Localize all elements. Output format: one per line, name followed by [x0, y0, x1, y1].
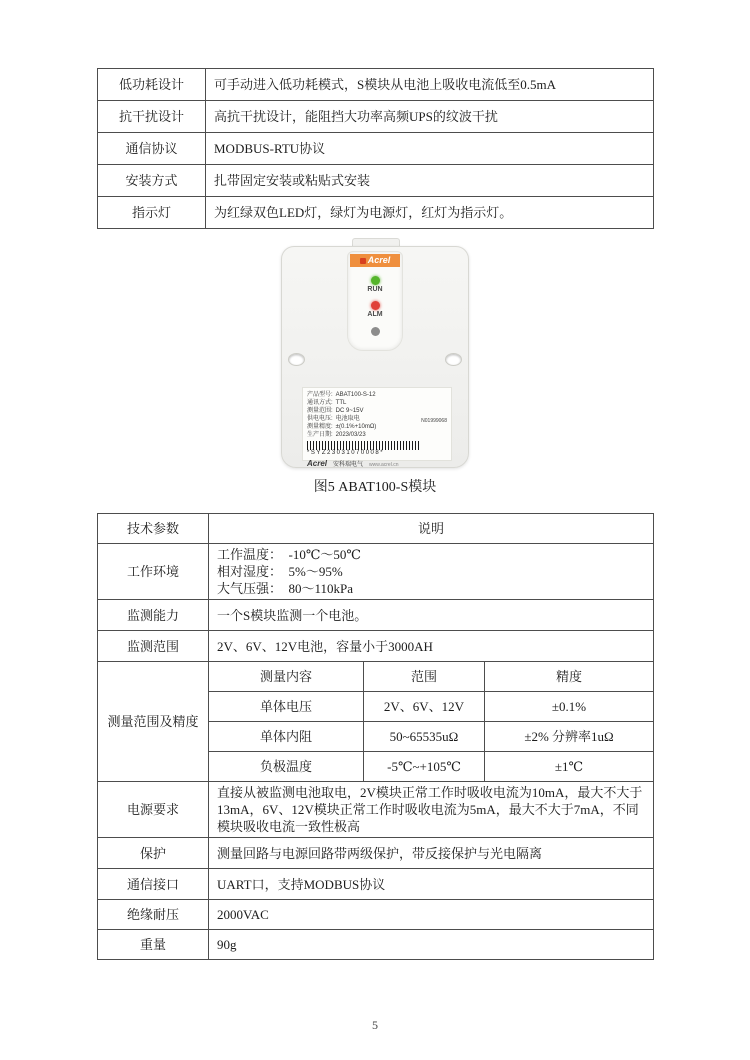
features-table — [97, 68, 654, 229]
label-key: 测量精度: — [307, 424, 333, 430]
barcode-text: *SYZ23031070008* — [307, 450, 385, 456]
measure-range-cell: 2V、6V、12V — [364, 692, 485, 722]
desc-cell: 高抗干扰设计，能阻挡大功率高频UPS的纹波干扰 — [206, 101, 654, 133]
label-line — [307, 407, 447, 415]
measure-accuracy-cell: ±2% 分辨率1uΩ — [485, 722, 654, 752]
param-cell: 工作环境 — [98, 544, 209, 600]
desc-cell: 2V、6V、12V电池，容量小于3000AH — [209, 631, 654, 662]
desc-cell: UART口，支持MODBUS协议 — [209, 869, 654, 900]
serial-number: N01999068 — [421, 418, 447, 424]
desc-cell: 扎带固定安装或粘贴式安装 — [206, 165, 654, 197]
label-key: 测量范围: — [307, 408, 333, 414]
alm-led-icon — [371, 301, 380, 310]
desc-cell: 一个S模块监测一个电池。 — [209, 600, 654, 631]
device-image — [281, 238, 469, 468]
param-cell: 抗干扰设计 — [98, 101, 206, 133]
run-led-label: RUN — [367, 286, 383, 293]
label-key: 通讯方式: — [307, 400, 333, 406]
desc-cell — [209, 544, 654, 600]
subheader-content-cell: 测量内容 — [209, 662, 364, 692]
table-row — [98, 69, 654, 101]
footer-site: www.acrel.cn — [369, 462, 399, 468]
acrel-logo-icon — [360, 258, 366, 264]
param-cell-measure: 测量范围及精度 — [98, 662, 209, 782]
device-body — [281, 246, 469, 468]
desc-cell: 可手动进入低功耗模式，S模块从电池上吸收电流低至0.5mA — [206, 69, 654, 101]
measure-range-cell: 50~65535uΩ — [364, 722, 485, 752]
label-line — [307, 423, 447, 431]
mounting-hole-right — [445, 353, 462, 366]
table-row — [98, 631, 654, 662]
alm-led-label: ALM — [367, 311, 383, 318]
label-value: ABAT100-S-12 — [335, 392, 376, 398]
desc-cell: 为红绿双色LED灯，绿灯为电源灯，红灯为指示灯。 — [206, 197, 654, 229]
param-cell: 监测范围 — [98, 631, 209, 662]
table-header-row — [98, 514, 654, 544]
page-number: 5 — [372, 1018, 378, 1032]
header-desc-cell: 说明 — [209, 514, 654, 544]
measure-content-cell: 负极温度 — [209, 752, 364, 782]
param-cell: 保护 — [98, 838, 209, 869]
table-row — [98, 101, 654, 133]
param-cell: 指示灯 — [98, 197, 206, 229]
label-line — [307, 399, 447, 407]
measure-content-cell: 单体内阻 — [209, 722, 364, 752]
label-value: TTL — [335, 400, 347, 406]
spec-table — [97, 513, 654, 960]
figure-caption: 图5 ABAT100-S模块 — [313, 480, 437, 495]
param-cell: 电源要求 — [98, 782, 209, 838]
run-led-icon — [371, 276, 380, 285]
table-row — [98, 900, 654, 930]
brand-band — [350, 254, 400, 267]
label-value: 电池取电 — [335, 416, 360, 422]
label-footer — [307, 459, 447, 468]
measure-content-cell: 单体电压 — [209, 692, 364, 722]
mounting-hole-left — [288, 353, 305, 366]
measure-accuracy-cell: ±1℃ — [485, 752, 654, 782]
param-cell: 绝缘耐压 — [98, 900, 209, 930]
measure-range-cell: -5℃~+105℃ — [364, 752, 485, 782]
param-cell: 通信接口 — [98, 869, 209, 900]
table-row — [98, 600, 654, 631]
param-cell: 监测能力 — [98, 600, 209, 631]
table-row — [98, 869, 654, 900]
param-cell: 通信协议 — [98, 133, 206, 165]
env-line: 相对湿度： 5%～95% — [217, 564, 343, 579]
desc-cell: MODBUS-RTU协议 — [206, 133, 654, 165]
table-row — [98, 197, 654, 229]
label-key: 供电电压: — [307, 416, 333, 422]
env-line: 工作温度： -10℃～50℃ — [217, 547, 361, 562]
footer-company: 安科瑞电气 — [333, 462, 364, 468]
header-param-cell: 技术参数 — [98, 514, 209, 544]
subheader-accuracy-cell: 精度 — [485, 662, 654, 692]
measure-accuracy-cell: ±0.1% — [485, 692, 654, 722]
barcode — [307, 441, 419, 450]
table-subheader-row — [98, 662, 654, 692]
desc-cell: 直接从被监测电池取电，2V模块正常工作时吸收电流为10mA，最大不大于13mA，6V、12V模块正常工作时吸收电流为5mA，最大不大于7mA，不同模块吸收电流一致性极高 — [209, 782, 654, 838]
param-cell: 重量 — [98, 930, 209, 960]
desc-cell: 2000VAC — [209, 900, 654, 930]
led-panel — [347, 251, 403, 351]
desc-cell: 测量回路与电源回路带两级保护，带反接保护与光电隔离 — [209, 838, 654, 869]
table-row — [98, 782, 654, 838]
footer-brand: Acrel — [307, 459, 328, 468]
env-line: 大气压强： 80～110kPa — [217, 581, 354, 596]
subheader-range-cell: 范围 — [364, 662, 485, 692]
label-value: ±(0.1%+10mΩ) — [335, 424, 377, 430]
table-row — [98, 133, 654, 165]
table-row — [98, 165, 654, 197]
table-row — [98, 544, 654, 600]
desc-cell: 90g — [209, 930, 654, 960]
label-key: 产品型号: — [307, 392, 333, 398]
param-cell: 安装方式 — [98, 165, 206, 197]
label-value: DC 9~15V — [335, 408, 364, 414]
label-value: 2023/03/23 — [335, 432, 366, 438]
panel-button-dot — [371, 327, 380, 336]
param-cell: 低功耗设计 — [98, 69, 206, 101]
label-key: 生产日期: — [307, 432, 333, 438]
label-line — [307, 391, 447, 399]
device-figure — [0, 238, 750, 468]
product-label — [302, 387, 452, 468]
label-line — [307, 431, 447, 439]
brand-text: Acrel — [367, 255, 391, 265]
table-row — [98, 930, 654, 960]
table-row — [98, 838, 654, 869]
